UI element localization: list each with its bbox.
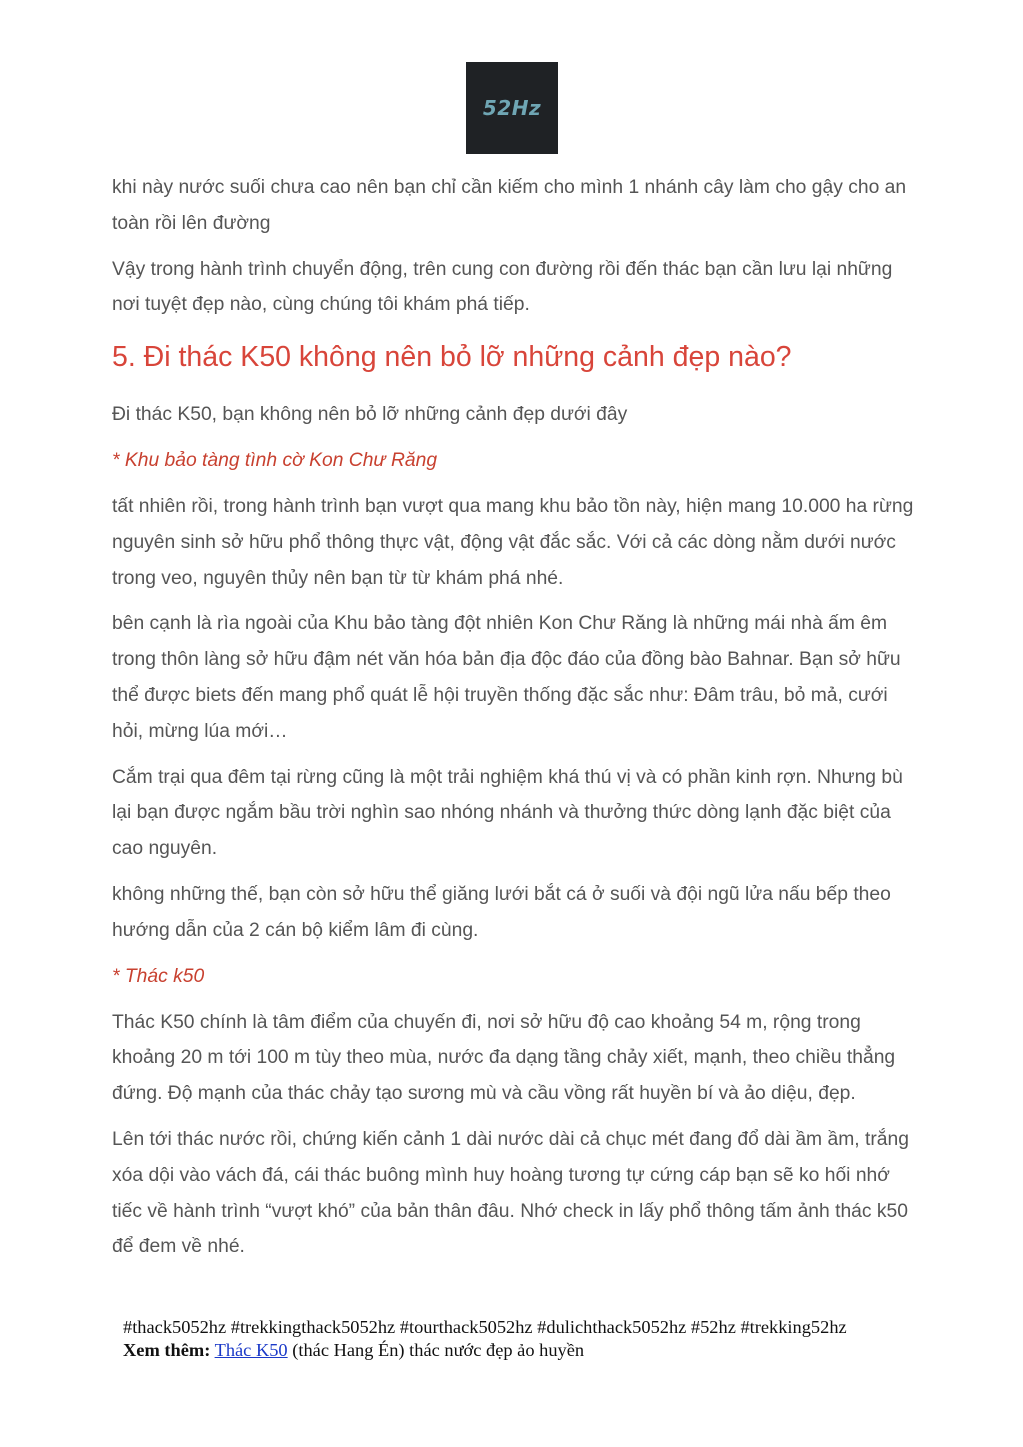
paragraph: khi này nước suối chưa cao nên bạn chỉ cần kiếm cho mình 1 nhánh cây làm cho gậy cho an toàn rồi lên đường xyxy=(112,177,907,234)
hashtags: #thack5052hz #trekkingthack5052hz #tourthack5052hz #dulichthack5052hz #52hz #trekking52hz xyxy=(123,1317,847,1337)
brand-logo xyxy=(466,62,558,154)
see-more-label: Xem thêm: xyxy=(123,1340,211,1360)
subsection-title: * Khu bảo tàng tình cờ Kon Chư Răng xyxy=(112,449,438,471)
see-more-line xyxy=(123,1339,883,1362)
footer xyxy=(123,1316,883,1362)
paragraph: Cắm trại qua đêm tại rừng cũng là một trải nghiệm khá thú vị và có phần kinh rợn. Nhưng bù lại bạn được ngắm bầu trời nghìn sao nhóng nhánh và thưởng thức dòng lạnh đặc biệt của cao nguyên. xyxy=(112,766,903,860)
paragraph: Thác K50 chính là tâm điểm của chuyến đi, nơi sở hữu độ cao khoảng 54 m, rộng trong khoảng 20 m tới 100 m tùy theo mùa, nước đa dạng tầng chảy xiết, mạnh, theo chiều thẳng đứng. Độ mạnh của thác chảy tạo sương mù và cầu vồng rất huyền bí và ảo diệu, đẹp. xyxy=(112,1011,896,1105)
subsection-title: * Thác k50 xyxy=(112,965,205,987)
paragraph: Lên tới thác nước rồi, chứng kiến cảnh 1 dài nước dài cả chục mét đang đổ dài ầm ầm, trắng xóa dội vào vách đá, cái thác buông mình huy hoàng tương tự cứng cáp bạn sẽ ko hối nhớ tiếc về hành trình “vượt khó” của bản thân đâu. Nhớ check in lấy phổ thông tấm ảnh thác k50 để đem về nhé. xyxy=(112,1128,909,1258)
paragraph: tất nhiên rồi, trong hành trình bạn vượt qua mang khu bảo tồn này, hiện mang 10.000 ha rừng nguyên sinh sở hữu phổ thông thực vật, động vật đắc sắc. Với cả các dòng nằm dưới nước trong veo, nguyên thủy nên bạn từ từ khám phá nhé. xyxy=(112,495,914,589)
logo-text: 52Hz xyxy=(482,96,542,120)
article-body xyxy=(112,170,917,1275)
see-more-suffix: (thác Hang Én) thác nước đẹp ảo huyền xyxy=(287,1340,585,1360)
see-more-link[interactable]: Thác K50 xyxy=(214,1340,288,1360)
section-heading: 5. Đi thác K50 không nên bỏ lỡ những cảnh đẹp nào? xyxy=(112,341,792,374)
paragraph: Vậy trong hành trình chuyển động, trên cung con đường rồi đến thác bạn cần lưu lại những nơi tuyệt đẹp nào, cùng chúng tôi khám phá tiếp. xyxy=(112,258,893,316)
paragraph: không những thế, bạn còn sở hữu thể giăng lưới bắt cá ở suối và đội ngũ lửa nấu bếp theo hướng dẫn của 2 cán bộ kiểm lâm đi cùng. xyxy=(112,883,891,941)
intro-paragraph: Đi thác K50, bạn không nên bỏ lỡ những cảnh đẹp dưới đây xyxy=(112,404,628,426)
paragraph: bên cạnh là rìa ngoài của Khu bảo tàng đột nhiên Kon Chư Răng là những mái nhà ấm êm trong thôn làng sở hữu đậm nét văn hóa bản địa độc đáo của đồng bào Bahnar. Bạn sở hữu thể được biets đến mang phổ quát lễ hội truyền thống đặc sắc như: Đâm trâu, bỏ mả, cưới hỏi, mừng lúa mới… xyxy=(112,613,901,742)
